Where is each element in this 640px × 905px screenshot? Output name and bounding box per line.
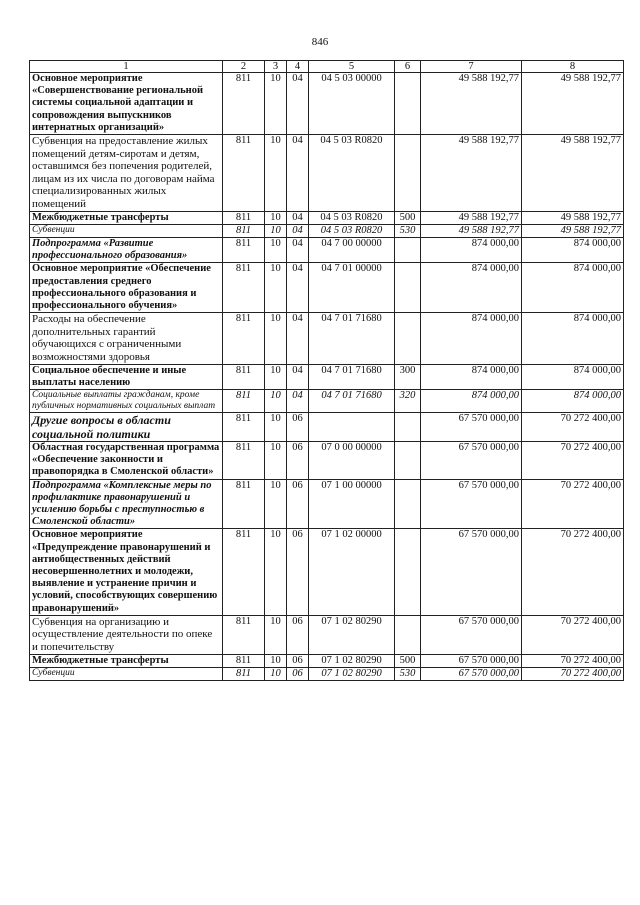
subsection-cell: 04 (287, 135, 309, 212)
column-header: 2 (223, 61, 265, 73)
amount-year1-cell: 49 588 192,77 (421, 211, 522, 224)
subsection-cell: 04 (287, 224, 309, 237)
subsection-cell: 04 (287, 237, 309, 262)
table-row (30, 263, 624, 313)
amount-year1-cell: 67 570 000,00 (421, 529, 522, 615)
admin-code-cell: 811 (223, 211, 265, 224)
target-article-cell: 07 1 02 80290 (309, 667, 395, 680)
section-cell: 10 (265, 364, 287, 389)
amount-year1-cell: 67 570 000,00 (421, 441, 522, 479)
table-row (30, 389, 624, 412)
row-name-cell: Межбюджетные трансферты (30, 211, 223, 224)
admin-code-cell: 811 (223, 263, 265, 313)
target-article-cell: 04 7 01 00000 (309, 263, 395, 313)
subsection-cell: 04 (287, 313, 309, 364)
column-header: 5 (309, 61, 395, 73)
table-row (30, 135, 624, 212)
admin-code-cell: 811 (223, 654, 265, 667)
admin-code-cell: 811 (223, 615, 265, 654)
amount-year2-cell: 874 000,00 (522, 389, 624, 412)
table-row (30, 412, 624, 441)
admin-code-cell: 811 (223, 364, 265, 389)
table-header-row (30, 61, 624, 73)
target-article-cell (309, 412, 395, 441)
admin-code-cell: 811 (223, 441, 265, 479)
table-row (30, 441, 624, 479)
amount-year2-cell: 70 272 400,00 (522, 529, 624, 615)
section-cell: 10 (265, 412, 287, 441)
admin-code-cell: 811 (223, 667, 265, 680)
section-cell: 10 (265, 389, 287, 412)
expense-type-cell (395, 313, 421, 364)
section-cell: 10 (265, 211, 287, 224)
table-row (30, 529, 624, 615)
amount-year2-cell: 49 588 192,77 (522, 135, 624, 212)
expense-type-cell (395, 237, 421, 262)
table-row (30, 211, 624, 224)
expense-type-cell (395, 441, 421, 479)
row-name-cell: Социальные выплаты гражданам, кроме публичных нормативных социальных выплат (30, 389, 223, 412)
amount-year2-cell: 874 000,00 (522, 364, 624, 389)
row-name-cell: Другие вопросы в области социальной политики (30, 412, 223, 441)
amount-year1-cell: 67 570 000,00 (421, 615, 522, 654)
section-cell: 10 (265, 479, 287, 529)
expense-type-cell: 530 (395, 667, 421, 680)
section-cell: 10 (265, 529, 287, 615)
admin-code-cell: 811 (223, 73, 265, 135)
column-header: 3 (265, 61, 287, 73)
target-article-cell: 04 5 03 R0820 (309, 135, 395, 212)
amount-year1-cell: 49 588 192,77 (421, 135, 522, 212)
expense-type-cell: 500 (395, 654, 421, 667)
column-header: 7 (421, 61, 522, 73)
section-cell: 10 (265, 654, 287, 667)
amount-year2-cell: 70 272 400,00 (522, 667, 624, 680)
admin-code-cell: 811 (223, 135, 265, 212)
table-row (30, 479, 624, 529)
section-cell: 10 (265, 313, 287, 364)
amount-year1-cell: 874 000,00 (421, 313, 522, 364)
table-row (30, 364, 624, 389)
row-name-cell: Основное мероприятие «Предупреждение правонарушений и антиобщественных действий несовершеннолетних и молодежи, выявление и устранение причин и условий, способствующих совершению правонарушений» (30, 529, 223, 615)
subsection-cell: 06 (287, 479, 309, 529)
subsection-cell: 06 (287, 654, 309, 667)
amount-year2-cell: 49 588 192,77 (522, 224, 624, 237)
amount-year2-cell: 70 272 400,00 (522, 441, 624, 479)
section-cell: 10 (265, 667, 287, 680)
amount-year1-cell: 874 000,00 (421, 364, 522, 389)
section-cell: 10 (265, 73, 287, 135)
column-header: 1 (30, 61, 223, 73)
target-article-cell: 04 5 03 00000 (309, 73, 395, 135)
table-row (30, 313, 624, 364)
admin-code-cell: 811 (223, 313, 265, 364)
table-row (30, 654, 624, 667)
section-cell: 10 (265, 263, 287, 313)
expense-type-cell: 500 (395, 211, 421, 224)
admin-code-cell: 811 (223, 237, 265, 262)
amount-year1-cell: 49 588 192,77 (421, 224, 522, 237)
subsection-cell: 04 (287, 211, 309, 224)
row-name-cell: Подпрограмма «Развитие профессионального образования» (30, 237, 223, 262)
amount-year1-cell: 67 570 000,00 (421, 667, 522, 680)
table-row (30, 667, 624, 680)
subsection-cell: 06 (287, 615, 309, 654)
admin-code-cell: 811 (223, 529, 265, 615)
column-header: 4 (287, 61, 309, 73)
row-name-cell: Субвенции (30, 224, 223, 237)
subsection-cell: 04 (287, 73, 309, 135)
amount-year1-cell: 874 000,00 (421, 389, 522, 412)
subsection-cell: 06 (287, 529, 309, 615)
row-name-cell: Основное мероприятие «Совершенствование региональной системы социальной адаптации и сопровождения выпускников интернатных организаций» (30, 73, 223, 135)
expense-type-cell (395, 135, 421, 212)
row-name-cell: Субвенция на предоставление жилых помещений детям-сиротам и детям, оставшимся без попечения родителей, лицам из их числа по договорам найма специализированных жилых помещений (30, 135, 223, 212)
subsection-cell: 06 (287, 667, 309, 680)
amount-year1-cell: 874 000,00 (421, 263, 522, 313)
admin-code-cell: 811 (223, 479, 265, 529)
amount-year2-cell: 49 588 192,77 (522, 211, 624, 224)
amount-year2-cell: 70 272 400,00 (522, 654, 624, 667)
amount-year1-cell: 67 570 000,00 (421, 412, 522, 441)
column-header: 6 (395, 61, 421, 73)
row-name-cell: Межбюджетные трансферты (30, 654, 223, 667)
table-row (30, 73, 624, 135)
target-article-cell: 04 7 01 71680 (309, 364, 395, 389)
amount-year2-cell: 49 588 192,77 (522, 73, 624, 135)
amount-year1-cell: 67 570 000,00 (421, 479, 522, 529)
section-cell: 10 (265, 441, 287, 479)
table-row (30, 237, 624, 262)
row-name-cell: Областная государственная программа «Обеспечение законности и правопорядка в Смоленской области» (30, 441, 223, 479)
row-name-cell: Расходы на обеспечение дополнительных гарантий обучающихся с ограниченными возможностями здоровья (30, 313, 223, 364)
expense-type-cell (395, 529, 421, 615)
target-article-cell: 04 5 03 R0820 (309, 211, 395, 224)
expense-type-cell (395, 412, 421, 441)
admin-code-cell: 811 (223, 224, 265, 237)
target-article-cell: 07 1 02 80290 (309, 615, 395, 654)
expense-type-cell (395, 479, 421, 529)
target-article-cell: 04 7 01 71680 (309, 389, 395, 412)
subsection-cell: 06 (287, 441, 309, 479)
column-header: 8 (522, 61, 624, 73)
amount-year2-cell: 70 272 400,00 (522, 412, 624, 441)
row-name-cell: Социальное обеспечение и иные выплаты населению (30, 364, 223, 389)
expense-type-cell (395, 615, 421, 654)
row-name-cell: Субвенции (30, 667, 223, 680)
subsection-cell: 04 (287, 364, 309, 389)
amount-year2-cell: 874 000,00 (522, 313, 624, 364)
page-number: 846 (311, 36, 329, 48)
amount-year2-cell: 874 000,00 (522, 237, 624, 262)
amount-year2-cell: 70 272 400,00 (522, 615, 624, 654)
table-row (30, 615, 624, 654)
section-cell: 10 (265, 224, 287, 237)
admin-code-cell: 811 (223, 389, 265, 412)
row-name-cell: Подпрограмма «Комплексные меры по профилактике правонарушений и усилению борьбы с преступностью в Смоленской области» (30, 479, 223, 529)
target-article-cell: 07 1 00 00000 (309, 479, 395, 529)
section-cell: 10 (265, 237, 287, 262)
amount-year2-cell: 70 272 400,00 (522, 479, 624, 529)
expense-type-cell: 300 (395, 364, 421, 389)
row-name-cell: Основное мероприятие «Обеспечение предоставления среднего профессионального образования и профессионального обучения» (30, 263, 223, 313)
amount-year1-cell: 874 000,00 (421, 237, 522, 262)
subsection-cell: 06 (287, 412, 309, 441)
subsection-cell: 04 (287, 389, 309, 412)
target-article-cell: 04 5 03 R0820 (309, 224, 395, 237)
expense-type-cell (395, 73, 421, 135)
table-row (30, 224, 624, 237)
section-cell: 10 (265, 135, 287, 212)
section-cell: 10 (265, 615, 287, 654)
amount-year1-cell: 67 570 000,00 (421, 654, 522, 667)
expense-type-cell: 320 (395, 389, 421, 412)
budget-table (29, 60, 624, 681)
row-name-cell: Субвенция на организацию и осуществление деятельности по опеке и попечительству (30, 615, 223, 654)
target-article-cell: 07 0 00 00000 (309, 441, 395, 479)
amount-year1-cell: 49 588 192,77 (421, 73, 522, 135)
amount-year2-cell: 874 000,00 (522, 263, 624, 313)
admin-code-cell: 811 (223, 412, 265, 441)
expense-type-cell: 530 (395, 224, 421, 237)
subsection-cell: 04 (287, 263, 309, 313)
target-article-cell: 04 7 01 71680 (309, 313, 395, 364)
target-article-cell: 07 1 02 80290 (309, 654, 395, 667)
target-article-cell: 07 1 02 00000 (309, 529, 395, 615)
target-article-cell: 04 7 00 00000 (309, 237, 395, 262)
expense-type-cell (395, 263, 421, 313)
